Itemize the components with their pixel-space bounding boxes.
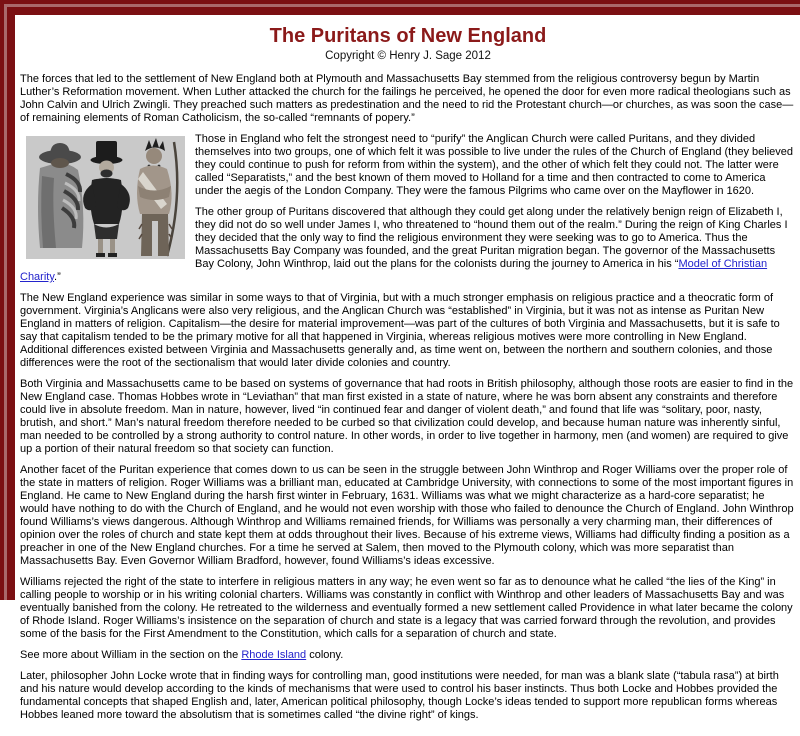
text-run: colony.	[306, 649, 344, 661]
paragraph-see-more	[20, 649, 796, 662]
text-run: .”	[54, 271, 61, 283]
puritans-illustration	[26, 136, 185, 259]
text-run: Later, philosopher John Locke wrote that in finding ways for controlling man, good institutions were needed, for man was a blank slate (“tabula rasa”) at birth and his nature would develop according to the kinds of mechanisms that were used to control his baser instincts. Thus both Locke and Hobbes provided the fundamental concepts that shaped English and, later, American political philosophy, though Locke’s ideas tended to support more republican forms whereas Hobbes leaned more toward the absolutism that is sometimes called “the divine right” of kings.	[20, 670, 779, 721]
document-content	[15, 15, 800, 736]
page-title: The Puritans of New England	[269, 25, 547, 47]
text-run: The other group of Puritans discovered that although they could get along under the relatively benign reign of Elizabeth I, they did not do so well under James I, who threatened to “hound them out of the realm.” During the reign of King Charles I they decided that the only way to find the religious environment they were seeking was to go to America. Thus the Massachusetts Bay Company was founded, and the great Puritan migration began. The governor of the Massachusetts Bay Colony, John Winthrop, laid out the plans for the colonists during the journey to America in his “	[195, 206, 788, 270]
paragraph-locke	[20, 670, 796, 722]
text-run: The forces that led to the settlement of New England both at Plymouth and Massachusetts Bay stemmed from the religious controversy begun by Martin Luther’s Reformation movement. When Luther attacked the church for the failings he perceived, he opened the door for even more radical theologians such as John Calvin and Ulrich Zwingli. They preached such matters as predestination and the need to rid the Protestant church—or churches, as was soon the case—of remaining elements of Roman Catholicism, the so-called “remnants of popery.”	[20, 73, 794, 124]
text-run: See more about William in the section on the	[20, 649, 242, 661]
page-border-highlight	[4, 4, 800, 721]
text-run: The New England experience was similar in some ways to that of Virginia, but with a much stronger emphasis on religious practice and a theocratic form of government. Virginia’s Anglicans were also very religious, and the Anglican Church was “established” in Virginia, but it was not as intense as Puritan New England in matters of religion. Capitalism—the desire for material improvement—was part of the cultures of both Virginia and Massachusetts, but it is safe to say that capitalism tended to be the primary motive for all that happened in Virginia, whereas religious motives were more controlling in New England. Additional differences existed between Virginia and Massachusetts generally and, as time went on, between the northern and southern colonies, and those differences were the root of the sectionalism that would later divide colonies and country.	[20, 292, 780, 369]
text-run: Both Virginia and Massachusetts came to be based on systems of governance that had roots in British philosophy, although those roots are easier to find in the New England case. Thomas Hobbes wrote in “Leviathan” that man first existed in a state of nature, where he was born absent any constraints and therefore could live in absolute freedom. Man in nature, however, lived “in continued fear and danger of violent death,” and found that life was “solitary, poor, nasty, brutish, and short.” Man’s natural freedom therefore needed to be curbed so that civilization could develop, and because human nature was inherently sinful, man needed to be controlled by a strong authority to control nature. In other words, in order to live together in harmony, men (and women) are required to give up a portion of their natural freedom so that society can function.	[20, 378, 794, 455]
paragraph-winthrop-williams	[20, 464, 796, 568]
page-border-inner	[7, 7, 800, 721]
model-of-christian-charity-link[interactable]: Model of Christian Charity	[20, 258, 768, 283]
paragraph-reformation	[20, 73, 796, 125]
puritans-illustration-svg	[26, 136, 185, 259]
rhode-island-link[interactable]: Rhode Island	[241, 649, 307, 661]
paragraph-virginia-comparison	[20, 292, 796, 370]
text-run: Another facet of the Puritan experience that comes down to us can be seen in the struggle between John Winthrop and Roger Williams over the proper role of the state in matters of religion. Roger Williams was a brilliant man, educated at Cambridge University, with connections to some of the most important figures in England. He came to New England during the harsh first winter in February, 1631. Williams was what we might characterize as a hard-core separatist; he would have nothing to do with the Church of England, and he would not even worship with those who failed to denounce the Church of England. John Winthrop found Williams’s views dangerous. Although Winthrop and Williams remained friends, for Williams was personally a very charming man, their differences of opinion over the roles of church and state kept them at odds throughout their lives. Because of his extreme views, Williams had difficulty finding a position as a preacher in one of the New England churches. For a time he served at Salem, then moved to the Plymouth colony, which was more separatist than Massachusetts Bay. Even Governor William Bradford, however, found Williams’s ideas excessive.	[20, 464, 794, 567]
paragraph-williams-banished	[20, 576, 796, 641]
copyright-line: Copyright © Henry J. Sage 2012	[325, 50, 491, 62]
text-run: Williams rejected the right of the state to interfere in religious matters in any way; he even went so far as to denounce what he called “the lies of the King” in calling people to worship or in his writing colonial charters. Williams was constantly in conflict with Winthrop and other leaders of Massachusetts Bay and was eventually banished from the colony. He retreated to the wilderness and eventually formed a new settlement called Providence in what later became the colony of Rhode Island. Roger Williams’s insistence on the separation of church and state is a legacy that was carried forward through the revolution, and provides some of the basis for the First Amendment to the Constitution, which calls for a separation of church and state.	[20, 576, 793, 640]
paragraph-hobbes	[20, 378, 796, 456]
text-run: Those in England who felt the strongest need to “purify” the Anglican Church were called Puritans, and they divided themselves into two groups, one of which felt it was possible to live under the rules of the Church of England (they believed they could continue to push for reform from within the system), and the other of which felt they could not. The latter were called “Separatists,” and the best known of them moved to Holland for a time and then contracted to come to America under the aegis of the London Company. They were the famous Pilgrims who came over on the Mayflower in 1620.	[195, 133, 794, 197]
